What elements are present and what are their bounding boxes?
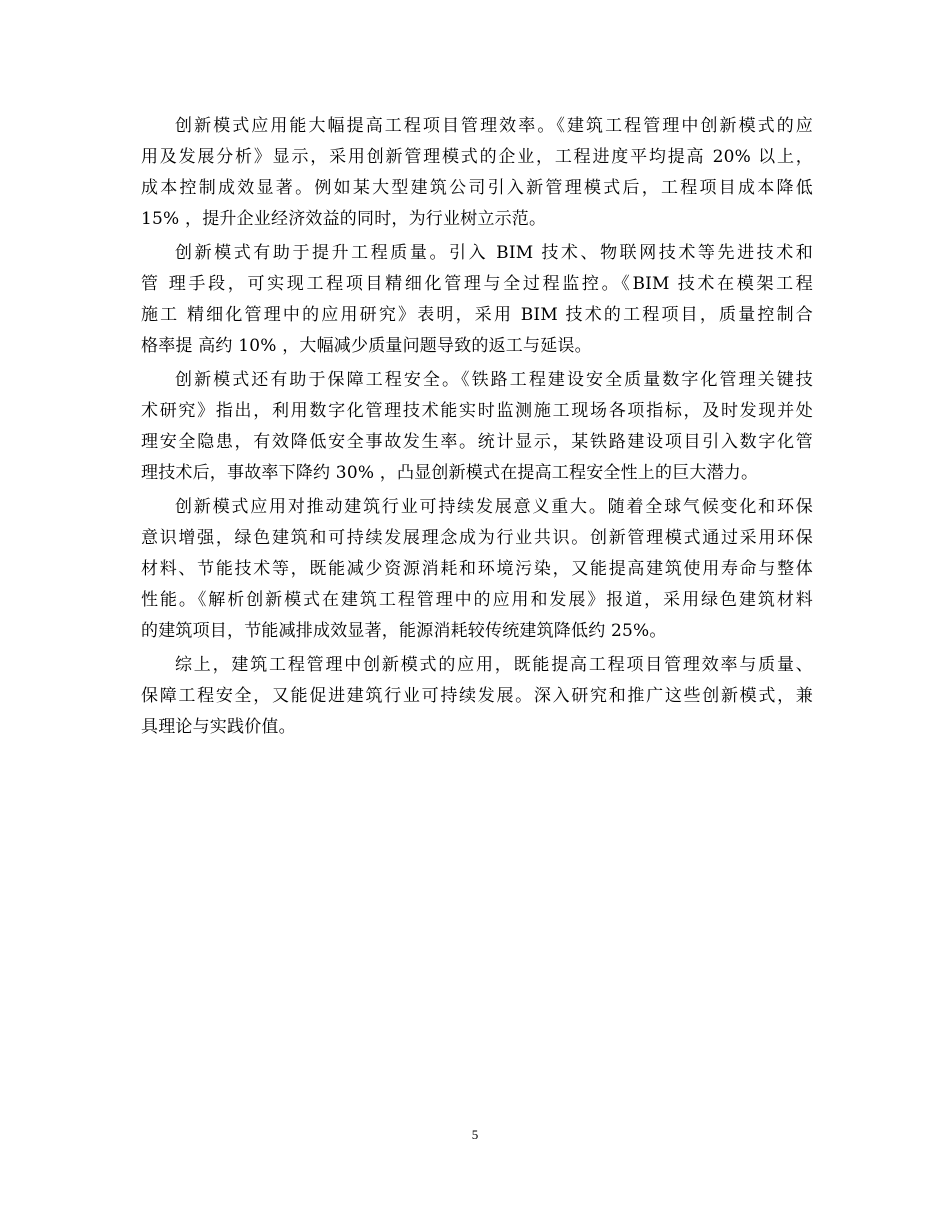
paragraph-line: 理安全隐患，有效降低安全事故发生率。统计显示，某铁路建设项目引入数字化管 [141, 432, 813, 452]
paragraph-line: 创新模式有助于提升工程质量。引入 BIM 技术、物联网技术等先进技术和 [175, 243, 813, 263]
document-body [141, 111, 813, 743]
paragraph-line: 成本控制成效显著。例如某大型建筑公司引入新管理模式后，工程项目成本降低 [141, 178, 813, 198]
paragraph-line: 保障工程安全，又能促进建筑行业可持续发展。深入研究和推广这些创新模式，兼 [141, 686, 813, 706]
paragraph-line: 创新模式应用能大幅提高工程项目管理效率。《建筑工程管理中创新模式的应 [175, 116, 813, 136]
paragraph-efficiency [141, 111, 813, 235]
paragraph-line: 综上，建筑工程管理中创新模式的应用，既能提高工程项目管理效率与质量、 [175, 655, 813, 675]
paragraph-line: 创新模式应用对推动建筑行业可持续发展意义重大。随着全球气候变化和环保 [175, 497, 813, 517]
paragraph-line: 格率提 高约 10% ，大幅减少质量问题导致的返工与延误。 [141, 336, 592, 356]
paragraph-line: 术研究》指出，利用数字化管理技术能实时监测施工现场各项指标，及时发现并处 [141, 401, 813, 421]
paragraph-line: 创新模式还有助于保障工程安全。《铁路工程建设安全质量数字化管理关键技 [175, 370, 813, 390]
paragraph-line: 管 理手段，可实现工程项目精细化管理与全过程监控。《BIM 技术在模架工程 [141, 274, 813, 294]
page-number: 5 [471, 1127, 479, 1142]
paragraph-line: 材料、节能技术等，既能减少资源消耗和环境污染，又能提高建筑使用寿命与整体 [141, 559, 813, 579]
paragraph-quality [141, 238, 813, 362]
paragraph-line: 用及发展分析》显示，采用创新管理模式的企业，工程进度平均提高 20% 以上， [141, 147, 813, 167]
paragraph-sustainability [141, 492, 813, 647]
paragraph-safety [141, 365, 813, 489]
paragraph-line: 意识增强，绿色建筑和可持续发展理念成为行业共识。创新管理模式通过采用环保 [141, 528, 813, 548]
paragraph-line: 的建筑项目，节能减排成效显著，能源消耗较传统建筑降低约 25%。 [141, 621, 667, 641]
paragraph-line: 15% ，提升企业经济效益的同时，为行业树立示范。 [141, 209, 547, 229]
paragraph-conclusion [141, 650, 813, 743]
paragraph-line: 施工 精细化管理中的应用研究》表明，采用 BIM 技术的工程项目，质量控制合 [141, 305, 813, 325]
paragraph-line: 理技术后，事故率下降约 30% ，凸显创新模式在提高工程安全性上的巨大潜力。 [141, 463, 759, 483]
paragraph-line: 具理论与实践价值。 [141, 717, 296, 737]
paragraph-line: 性能。《解析创新模式在建筑工程管理中的应用和发展》报道，采用绿色建筑材料 [141, 590, 813, 610]
